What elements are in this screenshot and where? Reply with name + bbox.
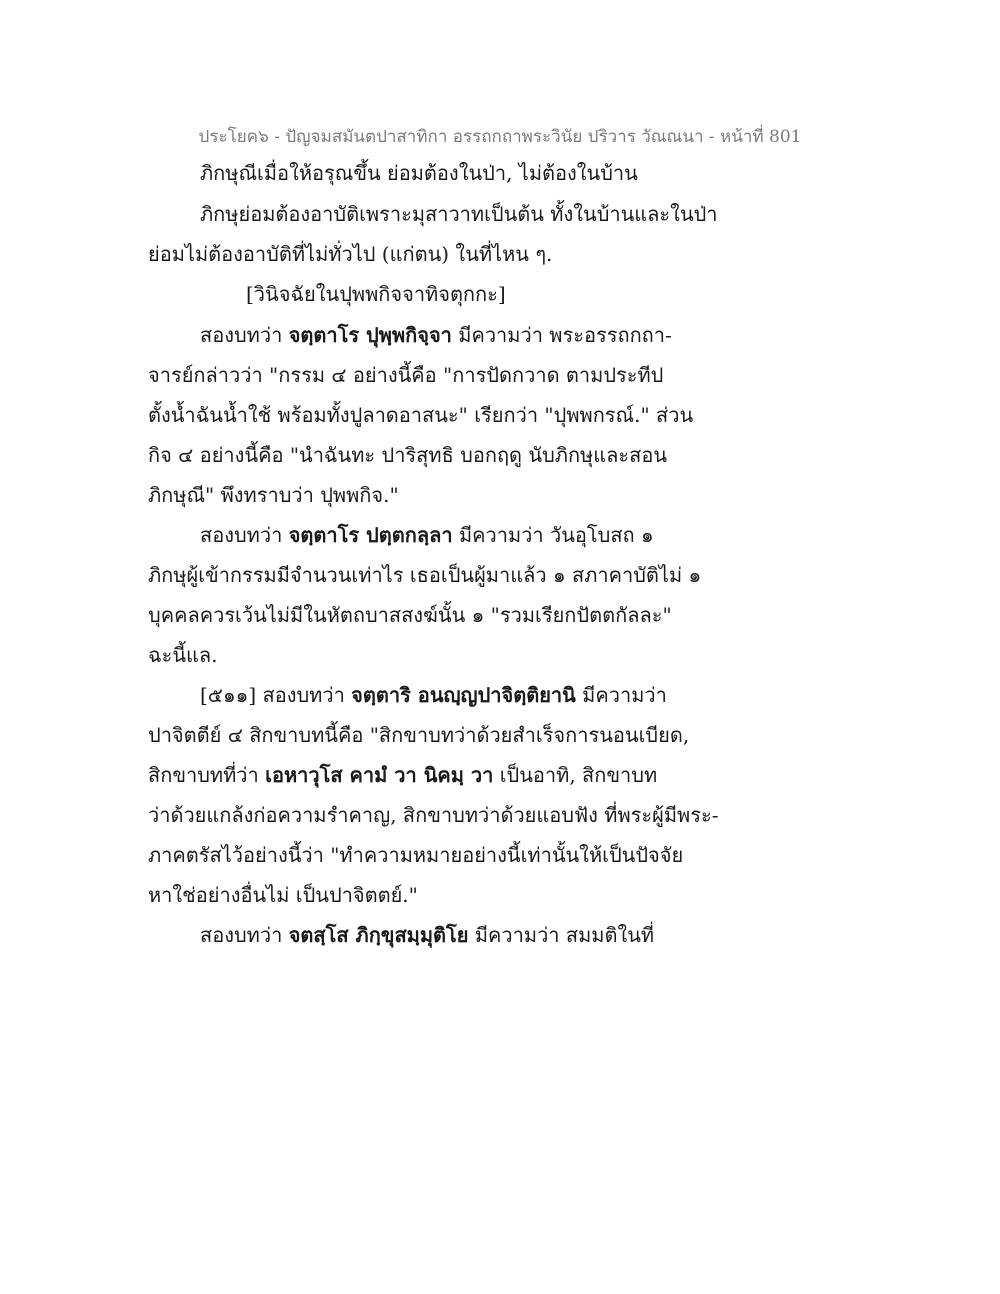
paragraph-4-first-line [200, 920, 654, 950]
page-header: ประโยค๖ - ปัญจมสมันตปาสาทิกา อรรถกถาพระวินัย ปริวาร วัณณนา - หน้าที่ 801 [198, 127, 802, 147]
paragraph-2-suffix: มีความว่า วันอุโบสถ ๑ [452, 523, 654, 547]
body-line-16: ว่าด้วยแกล้งก่อความรำคาญ, สิกขาบทว่าด้วยแอบฟัง ที่พระผู้มีพระ- [148, 803, 719, 827]
line-15-suffix: เป็นอาทิ, สิกขาบท [493, 763, 658, 787]
paragraph-1-first-line [200, 320, 672, 350]
body-line-3: ย่อมไม่ต้องอาบัติที่ไม่ทั่วไป (แก่ตน) ในที่ไหน ๆ. [148, 242, 553, 266]
body-line-12: ฉะนี้แล. [148, 643, 218, 667]
paragraph-1-suffix: มีความว่า พระอรรถกถา- [451, 323, 672, 347]
body-line-10: ภิกษุผู้เข้ากรรมมีจำนวนเท่าไร เธอเป็นผู้มาแล้ว ๑ สภาคาบัติไม่ ๑ [148, 563, 702, 587]
paragraph-4-suffix: มีความว่า สมมติในที่ [468, 923, 655, 947]
paragraph-1-term: จตฺตาโร ปุพฺพกิจฺจา [288, 323, 452, 347]
body-line-5: จารย์กล่าวว่า "กรรม ๔ อย่างนี้คือ "การปัดกวาด ตามประทีป [148, 363, 664, 387]
body-line-1: ภิกษุณีเมื่อให้อรุณขึ้น ย่อมต้องในป่า, ไม่ต้องในบ้าน [200, 161, 638, 185]
body-line-17: ภาคตรัสไว้อย่างนี้ว่า "ทำความหมายอย่างนี้เท่านั้นให้เป็นปัจจัย [148, 843, 684, 867]
paragraph-1-prefix: สองบทว่า [200, 323, 289, 347]
paragraph-2-term: จตฺตาโร ปตฺตกลฺลา [288, 523, 453, 547]
paragraph-3-term: จตฺตาริ อนญฺญปาจิตฺติยานิ [351, 683, 576, 707]
body-line-18: หาใช่อย่างอื่นไม่ เป็นปาจิตตย์." [148, 883, 418, 907]
paragraph-4-prefix: สองบทว่า [200, 923, 289, 947]
body-line-7: กิจ ๔ อย่างนี้คือ "นำฉันทะ ปาริสุทธิ บอกฤดู นับภิกษุและสอน [148, 443, 668, 467]
paragraph-4-term: จตสฺโส ภิกฺขุสมฺมุติโย [288, 923, 469, 947]
body-line-14: ปาจิตตีย์ ๔ สิกขาบทนี้คือ "สิกขาบทว่าด้วยสำเร็จการนอนเบียด, [148, 723, 690, 747]
paragraph-3-suffix: มีความว่า [575, 683, 667, 707]
line-15-term: เอหาวุโส คามํ วา นิคมฺ วา [265, 763, 494, 787]
paragraph-2-first-line [200, 520, 654, 550]
line-15-prefix: สิกขาบทที่ว่า [148, 763, 266, 787]
paragraph-3-prefix: [๕๑๑] สองบทว่า [200, 683, 352, 707]
body-line-8: ภิกษุณี" พึงทราบว่า ปุพพกิจ." [148, 483, 399, 507]
section-heading: [วินิจฉัยในปุพพกิจจาทิจตุกกะ] [246, 282, 506, 306]
body-line-2: ภิกษุย่อมต้องอาบัติเพราะมุสาวาทเป็นต้น ทั้งในบ้านและในป่า [200, 202, 718, 226]
body-line-6: ตั้งน้ำฉันน้ำใช้ พร้อมทั้งปูลาดอาสนะ" เรียกว่า "ปุพพกรณ์." ส่วน [148, 403, 694, 427]
paragraph-3-first-line [200, 680, 667, 710]
body-line-11: บุคคลควรเว้นไม่มีในหัตถบาสสงฆ์นั้น ๑ "รวมเรียกปัตตกัลละ" [148, 603, 672, 627]
body-line-15 [148, 760, 657, 790]
paragraph-2-prefix: สองบทว่า [200, 523, 289, 547]
